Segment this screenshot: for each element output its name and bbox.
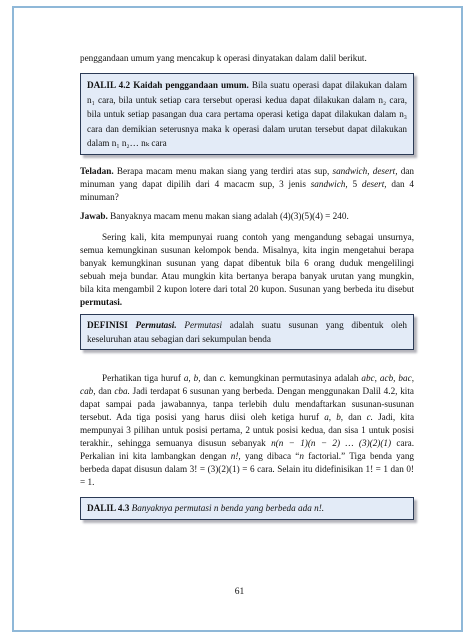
paragraph-text: dan [98,385,112,396]
permutasi-term: permutasi. [80,296,123,307]
paragraph-text: cara. Perkalian ini kita lambangkan dengan [80,437,415,461]
teladan-text: 5 [352,178,358,189]
dalil-4-3-label: DALIL 4.3 [87,502,130,513]
dalil-4-2-label: DALIL 4.2 Kaidah penggandaan umum. [87,80,249,90]
teladan-italic: sandwich, [310,178,348,189]
paragraph-text: factorial.” Tiga benda yang berbeda dapat disusun dalam 3! = (3)(2)(1) = 6 cara. Selain itu didefinisikan 1! = 1 dan 0! = 1. [80,450,415,487]
paragraph-text: dan [203,372,217,383]
dalil-4-3-box [80,497,414,520]
dalil-4-2-box [80,73,414,155]
italic-permutations: cba. [114,385,130,396]
italic-letters: a, b, [324,411,344,422]
teladan-italic: sandwich, desert, [332,165,398,176]
italic-factorial: n [299,450,304,461]
paragraph-text: yang dibaca “ [244,450,300,461]
paragraph-text: Perhatikan tiga huruf [102,372,181,383]
permutation-intro-paragraph [80,231,414,309]
paragraph-text: Jadi terdapat 6 susunan yang berbeda. Dengan menggunakan Dalil 4.2, kita dapat sampai pada jawabannya, tanpa terlebih dulu mendaftarkan susunan-susunan tersebut. Ada tiga posisi yang harus diisi oleh ketiga huruf [80,385,414,422]
intro-paragraph: penggandaan umum yang mencakup k operasi dinyatakan dalam dalil berikut. [80,53,367,63]
page-number: 61 [234,587,245,597]
italic-letters: a, b, [183,372,201,383]
jawab-label: Jawab. [80,210,108,221]
dalil-4-2-text: Bila suatu operasi dapat dilakukan dalam n₁ cara, bila untuk setiap cara tersebut operasi kedua dapat dilakukan dalam n₂ cara, bila untuk setiap pasangan dua cara pertama operasi ketiga dapat dilakukan dalam n₃ cara dan demikian seterusnya maka k operasi dalam urutan tersebut dapat dilakukan dalam n₁ n₂… nₖ cara [87,80,408,148]
paragraph-text: kemungkinan permutasinya adalah [229,372,359,383]
jawab-text: Banyaknya macam menu makan siang adalah (4)(3)(5)(4) = 240. [110,210,349,221]
permutation-example-paragraph [80,372,414,489]
teladan-text: Berapa macam menu makan siang yang terdiri atas sup, [116,165,330,176]
jawab-paragraph [80,210,414,223]
paragraph-text: dan [348,411,362,422]
teladan-paragraph [80,165,414,204]
definisi-box [80,314,414,350]
teladan-italic: desert, [361,178,387,189]
definisi-term-2: Permutasi [184,319,223,330]
italic-letters: c. [219,372,227,383]
italic-factorial: n!, [230,450,241,461]
definisi-term: Permutasi. [135,319,177,330]
book-page [12,6,463,632]
paragraph-text: Jadi, kita mempunyai 3 pilihan untuk posisi pertama, 2 untuk posisi kedua, dan sisa 1 untuk posisi terakhir., sehingga semuanya disusun sebanyak [80,411,415,448]
teladan-text: dan minuman yang dapat dipilih dari 4 macacm sup, 3 jenis [80,165,415,189]
paragraph-text: Sering kali, kita mempunyai ruang contoh yang mengandung sebagai unsurnya, semua kemungkinan susunan kelompok benda. Misalnya, kita ingin mengetahui berapa banyak kemungkinan susunan yang dapat dibentuk bila 6 orang duduk mengelilingi sebuah meja bundar. Atau mungkin kita bertanya berapa banyak urutan yang mungkin, bila kita mengambil 2 kupon lotere dari total 20 kupon. Susunan yang berbeda itu disebut [80,231,414,294]
dalil-4-3-text: Banyaknya permutasi n benda yang berbeda ada n!. [131,502,325,513]
teladan-label: Teladan. [80,165,114,176]
italic-letters: c. [366,411,373,422]
teladan-text: dan 4 minuman? [80,178,415,202]
definisi-text: adalah suatu susunan yang dibentuk oleh keseluruhan atau sebagian dari sekumpulan benda [87,319,408,344]
page-content [80,52,414,520]
factorial-formula: n(n − 1)(n − 2) … (3)(2)(1) [271,437,392,448]
definisi-label: DEFINISI [87,319,128,330]
italic-permutations: abc, acb, bac, cab, [80,372,414,396]
